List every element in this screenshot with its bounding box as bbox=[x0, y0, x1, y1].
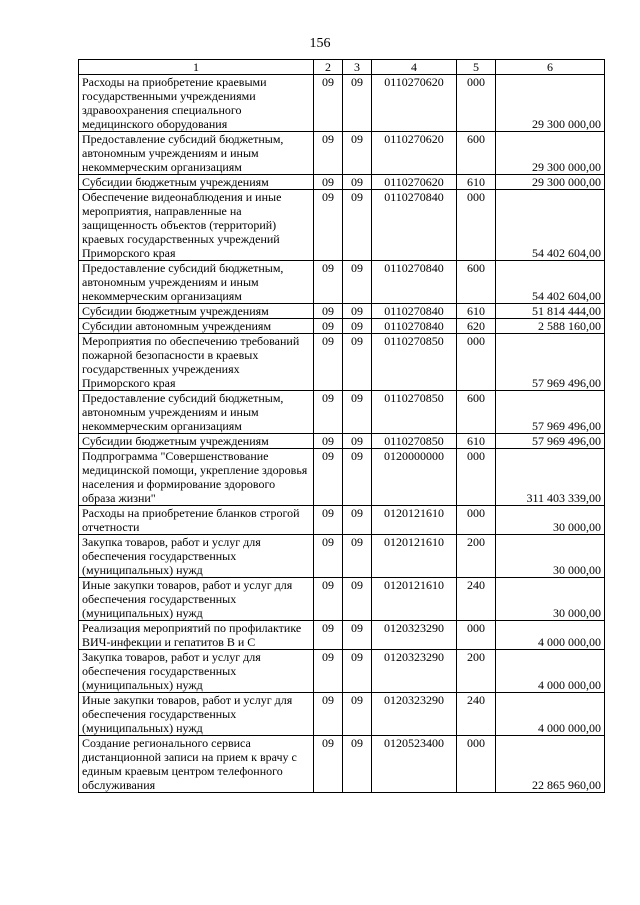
row-target-article-cell: 0120323290 bbox=[372, 650, 457, 693]
row-section-cell: 09 bbox=[314, 132, 343, 175]
row-expense-type-cell: 240 bbox=[457, 693, 496, 736]
row-subsection-cell: 09 bbox=[343, 190, 372, 261]
row-name-cell: Расходы на приобретение бланков строгой отчетности bbox=[79, 506, 314, 535]
row-target-article-cell: 0120523400 bbox=[372, 736, 457, 793]
row-expense-type-cell: 000 bbox=[457, 334, 496, 391]
row-target-article-cell: 0110270620 bbox=[372, 75, 457, 132]
row-subsection-cell: 09 bbox=[343, 621, 372, 650]
row-name-cell: Предоставление субсидий бюджетным, автономным учреждениям и иным некоммерческим организациям bbox=[79, 391, 314, 434]
row-section-cell: 09 bbox=[314, 75, 343, 132]
table-row bbox=[79, 391, 605, 434]
row-section-cell: 09 bbox=[314, 650, 343, 693]
row-expense-type-cell: 200 bbox=[457, 650, 496, 693]
row-name-cell: Подпрограмма "Совершенствование медицинской помощи, укрепление здоровья населения и формирование здорового образа жизни" bbox=[79, 449, 314, 506]
row-target-article-cell: 0120121610 bbox=[372, 506, 457, 535]
row-amount-cell: 22 865 960,00 bbox=[496, 736, 605, 793]
row-expense-type-cell: 600 bbox=[457, 132, 496, 175]
column-header: 5 bbox=[457, 60, 496, 75]
row-subsection-cell: 09 bbox=[343, 535, 372, 578]
row-subsection-cell: 09 bbox=[343, 506, 372, 535]
row-target-article-cell: 0110270840 bbox=[372, 261, 457, 304]
row-amount-cell: 57 969 496,00 bbox=[496, 391, 605, 434]
table-row bbox=[79, 434, 605, 449]
row-section-cell: 09 bbox=[314, 304, 343, 319]
row-amount-cell: 57 969 496,00 bbox=[496, 434, 605, 449]
row-name-cell: Иные закупки товаров, работ и услуг для обеспечения государственных (муниципальных) нужд bbox=[79, 578, 314, 621]
table-row bbox=[79, 650, 605, 693]
row-name-cell: Субсидии бюджетным учреждениям bbox=[79, 434, 314, 449]
row-expense-type-cell: 000 bbox=[457, 506, 496, 535]
column-header: 1 bbox=[79, 60, 314, 75]
row-expense-type-cell: 610 bbox=[457, 304, 496, 319]
row-name-cell: Предоставление субсидий бюджетным, автономным учреждениям и иным некоммерческим организациям bbox=[79, 261, 314, 304]
row-subsection-cell: 09 bbox=[343, 434, 372, 449]
row-section-cell: 09 bbox=[314, 334, 343, 391]
row-section-cell: 09 bbox=[314, 449, 343, 506]
row-section-cell: 09 bbox=[314, 535, 343, 578]
row-section-cell: 09 bbox=[314, 578, 343, 621]
row-amount-cell: 54 402 604,00 bbox=[496, 261, 605, 304]
table-row bbox=[79, 132, 605, 175]
row-target-article-cell: 0110270620 bbox=[372, 175, 457, 190]
row-section-cell: 09 bbox=[314, 261, 343, 304]
row-expense-type-cell: 000 bbox=[457, 621, 496, 650]
row-expense-type-cell: 600 bbox=[457, 261, 496, 304]
row-section-cell: 09 bbox=[314, 693, 343, 736]
row-amount-cell: 57 969 496,00 bbox=[496, 334, 605, 391]
table-header-row bbox=[79, 60, 605, 75]
row-name-cell: Предоставление субсидий бюджетным, автономным учреждениям и иным некоммерческим организациям bbox=[79, 132, 314, 175]
row-name-cell: Создание регионального сервиса дистанционной записи на прием к врачу с единым краевым центром телефонного обслуживания bbox=[79, 736, 314, 793]
row-subsection-cell: 09 bbox=[343, 75, 372, 132]
row-amount-cell: 29 300 000,00 bbox=[496, 75, 605, 132]
row-amount-cell: 30 000,00 bbox=[496, 578, 605, 621]
row-subsection-cell: 09 bbox=[343, 304, 372, 319]
row-name-cell: Иные закупки товаров, работ и услуг для обеспечения государственных (муниципальных) нужд bbox=[79, 693, 314, 736]
table-row bbox=[79, 693, 605, 736]
row-name-cell: Субсидии бюджетным учреждениям bbox=[79, 304, 314, 319]
row-subsection-cell: 09 bbox=[343, 175, 372, 190]
row-subsection-cell: 09 bbox=[343, 650, 372, 693]
row-name-cell: Субсидии автономным учреждениям bbox=[79, 319, 314, 334]
row-section-cell: 09 bbox=[314, 175, 343, 190]
row-target-article-cell: 0120121610 bbox=[372, 535, 457, 578]
row-section-cell: 09 bbox=[314, 319, 343, 334]
row-amount-cell: 30 000,00 bbox=[496, 506, 605, 535]
row-amount-cell: 29 300 000,00 bbox=[496, 175, 605, 190]
row-amount-cell: 311 403 339,00 bbox=[496, 449, 605, 506]
table-row bbox=[79, 449, 605, 506]
row-target-article-cell: 0120121610 bbox=[372, 578, 457, 621]
row-section-cell: 09 bbox=[314, 434, 343, 449]
row-target-article-cell: 0110270840 bbox=[372, 304, 457, 319]
row-expense-type-cell: 000 bbox=[457, 736, 496, 793]
table-row bbox=[79, 175, 605, 190]
row-target-article-cell: 0110270850 bbox=[372, 434, 457, 449]
row-subsection-cell: 09 bbox=[343, 319, 372, 334]
row-target-article-cell: 0120323290 bbox=[372, 621, 457, 650]
row-name-cell: Субсидии бюджетным учреждениям bbox=[79, 175, 314, 190]
row-expense-type-cell: 240 bbox=[457, 578, 496, 621]
row-name-cell: Обеспечение видеонаблюдения и иные мероприятия, направленные на защищенность объектов (территорий) краевых государственных учреждений Приморского края bbox=[79, 190, 314, 261]
row-amount-cell: 54 402 604,00 bbox=[496, 190, 605, 261]
row-target-article-cell: 0110270850 bbox=[372, 334, 457, 391]
row-subsection-cell: 09 bbox=[343, 693, 372, 736]
row-target-article-cell: 0110270620 bbox=[372, 132, 457, 175]
column-header: 2 bbox=[314, 60, 343, 75]
row-amount-cell: 2 588 160,00 bbox=[496, 319, 605, 334]
row-section-cell: 09 bbox=[314, 736, 343, 793]
row-amount-cell: 30 000,00 bbox=[496, 535, 605, 578]
row-expense-type-cell: 600 bbox=[457, 391, 496, 434]
row-target-article-cell: 0120323290 bbox=[372, 693, 457, 736]
row-target-article-cell: 0110270850 bbox=[372, 391, 457, 434]
row-target-article-cell: 0120000000 bbox=[372, 449, 457, 506]
table-row bbox=[79, 75, 605, 132]
row-amount-cell: 51 814 444,00 bbox=[496, 304, 605, 319]
row-subsection-cell: 09 bbox=[343, 334, 372, 391]
row-name-cell: Расходы на приобретение краевыми государственными учреждениями здравоохранения специального медицинского оборудования bbox=[79, 75, 314, 132]
column-header: 3 bbox=[343, 60, 372, 75]
column-header: 4 bbox=[372, 60, 457, 75]
row-section-cell: 09 bbox=[314, 506, 343, 535]
row-expense-type-cell: 620 bbox=[457, 319, 496, 334]
table-row bbox=[79, 578, 605, 621]
row-expense-type-cell: 000 bbox=[457, 190, 496, 261]
row-amount-cell: 4 000 000,00 bbox=[496, 650, 605, 693]
row-expense-type-cell: 000 bbox=[457, 449, 496, 506]
row-amount-cell: 4 000 000,00 bbox=[496, 693, 605, 736]
table-row bbox=[79, 319, 605, 334]
row-subsection-cell: 09 bbox=[343, 449, 372, 506]
table-row bbox=[79, 190, 605, 261]
row-amount-cell: 29 300 000,00 bbox=[496, 132, 605, 175]
row-target-article-cell: 0110270840 bbox=[372, 190, 457, 261]
page-number: 156 bbox=[309, 36, 331, 51]
row-subsection-cell: 09 bbox=[343, 391, 372, 434]
table-row bbox=[79, 535, 605, 578]
row-name-cell: Реализация мероприятий по профилактике ВИЧ-инфекции и гепатитов В и С bbox=[79, 621, 314, 650]
row-section-cell: 09 bbox=[314, 190, 343, 261]
row-name-cell: Мероприятия по обеспечению требований пожарной безопасности в краевых государственных учреждениях Приморского края bbox=[79, 334, 314, 391]
row-section-cell: 09 bbox=[314, 621, 343, 650]
table-row bbox=[79, 736, 605, 793]
row-subsection-cell: 09 bbox=[343, 736, 372, 793]
row-subsection-cell: 09 bbox=[343, 578, 372, 621]
row-expense-type-cell: 200 bbox=[457, 535, 496, 578]
row-expense-type-cell: 610 bbox=[457, 175, 496, 190]
table-row bbox=[79, 621, 605, 650]
row-target-article-cell: 0110270840 bbox=[372, 319, 457, 334]
column-header: 6 bbox=[496, 60, 605, 75]
row-subsection-cell: 09 bbox=[343, 261, 372, 304]
table-row bbox=[79, 261, 605, 304]
row-name-cell: Закупка товаров, работ и услуг для обеспечения государственных (муниципальных) нужд bbox=[79, 650, 314, 693]
row-amount-cell: 4 000 000,00 bbox=[496, 621, 605, 650]
budget-table bbox=[78, 59, 605, 793]
row-expense-type-cell: 610 bbox=[457, 434, 496, 449]
table-row bbox=[79, 304, 605, 319]
row-name-cell: Закупка товаров, работ и услуг для обеспечения государственных (муниципальных) нужд bbox=[79, 535, 314, 578]
table-row bbox=[79, 334, 605, 391]
table-row bbox=[79, 506, 605, 535]
row-section-cell: 09 bbox=[314, 391, 343, 434]
row-subsection-cell: 09 bbox=[343, 132, 372, 175]
row-expense-type-cell: 000 bbox=[457, 75, 496, 132]
